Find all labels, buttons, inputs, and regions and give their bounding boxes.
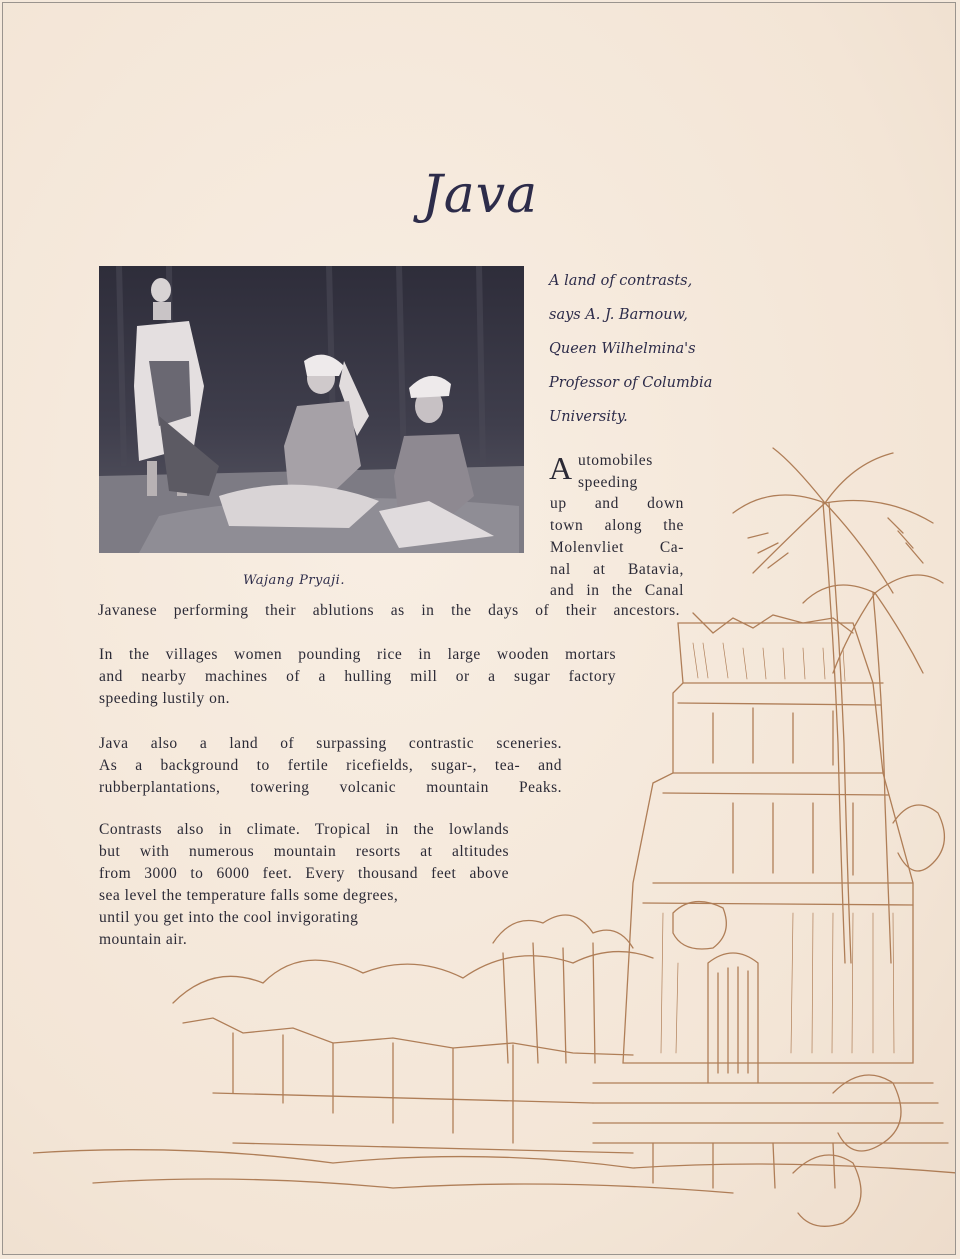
paragraph-line: Java also a land of surpassing contrastic sceneries. <box>99 735 562 752</box>
paragraph-line: Javanese performing their ablutions as in the days of their ancestors. <box>98 602 680 619</box>
paragraph-line: speeding lustily on. <box>99 690 230 707</box>
paragraph-line: town along the <box>550 517 684 535</box>
intro-line: Professor of Columbia <box>549 375 713 391</box>
paragraph-line: mountain air. <box>99 931 188 948</box>
villages-paragraph <box>99 644 616 710</box>
paragraph-line: sea level the temperature falls some degrees, <box>99 887 399 904</box>
intro-quote <box>549 264 731 434</box>
paragraph-line: from 3000 to 6000 feet. Every thousand feet above <box>99 865 509 882</box>
sceneries-paragraph <box>99 733 562 799</box>
intro-line: A land of contrasts, <box>549 273 693 289</box>
paragraph-line: until you get into the cool invigorating <box>99 909 359 926</box>
climate-paragraph <box>99 819 509 951</box>
intro-line: says A. J. Barnouw, <box>549 307 688 323</box>
paragraph-line: and in the Canal <box>550 582 684 600</box>
intro-line: University. <box>549 409 628 425</box>
wajang-photo <box>99 266 524 553</box>
paragraph-line: speeding <box>578 473 638 491</box>
paragraph-line: rubberplantations, towering volcanic mountain Peaks. <box>99 779 562 796</box>
paragraph-line: Molenvliet Ca- <box>550 538 684 556</box>
paragraph-line: In the villages women pounding rice in large wooden mortars <box>99 646 616 663</box>
paragraph-line: utomobiles <box>578 452 653 469</box>
automobiles-paragraph <box>550 450 684 602</box>
automobiles-continuation <box>98 600 680 622</box>
paragraph-line: Contrasts also in climate. Tropical in the lowlands <box>99 821 509 838</box>
paragraph-line: and nearby machines of a hulling mill or a sugar factory <box>99 668 616 685</box>
drop-cap: A <box>549 450 573 486</box>
paragraph-line: nal at Batavia, <box>550 560 684 578</box>
paragraph-line: but with numerous mountain resorts at altitudes <box>99 843 509 860</box>
paragraph-line: As a background to fertile ricefields, sugar-, tea- and <box>99 757 562 774</box>
page-title: Java <box>421 165 539 225</box>
paragraph-line: up and down <box>550 495 684 513</box>
brochure-page <box>2 2 956 1255</box>
intro-line: Queen Wilhelmina's <box>549 341 696 357</box>
photo-caption: Wajang Pryaji. <box>243 573 345 588</box>
